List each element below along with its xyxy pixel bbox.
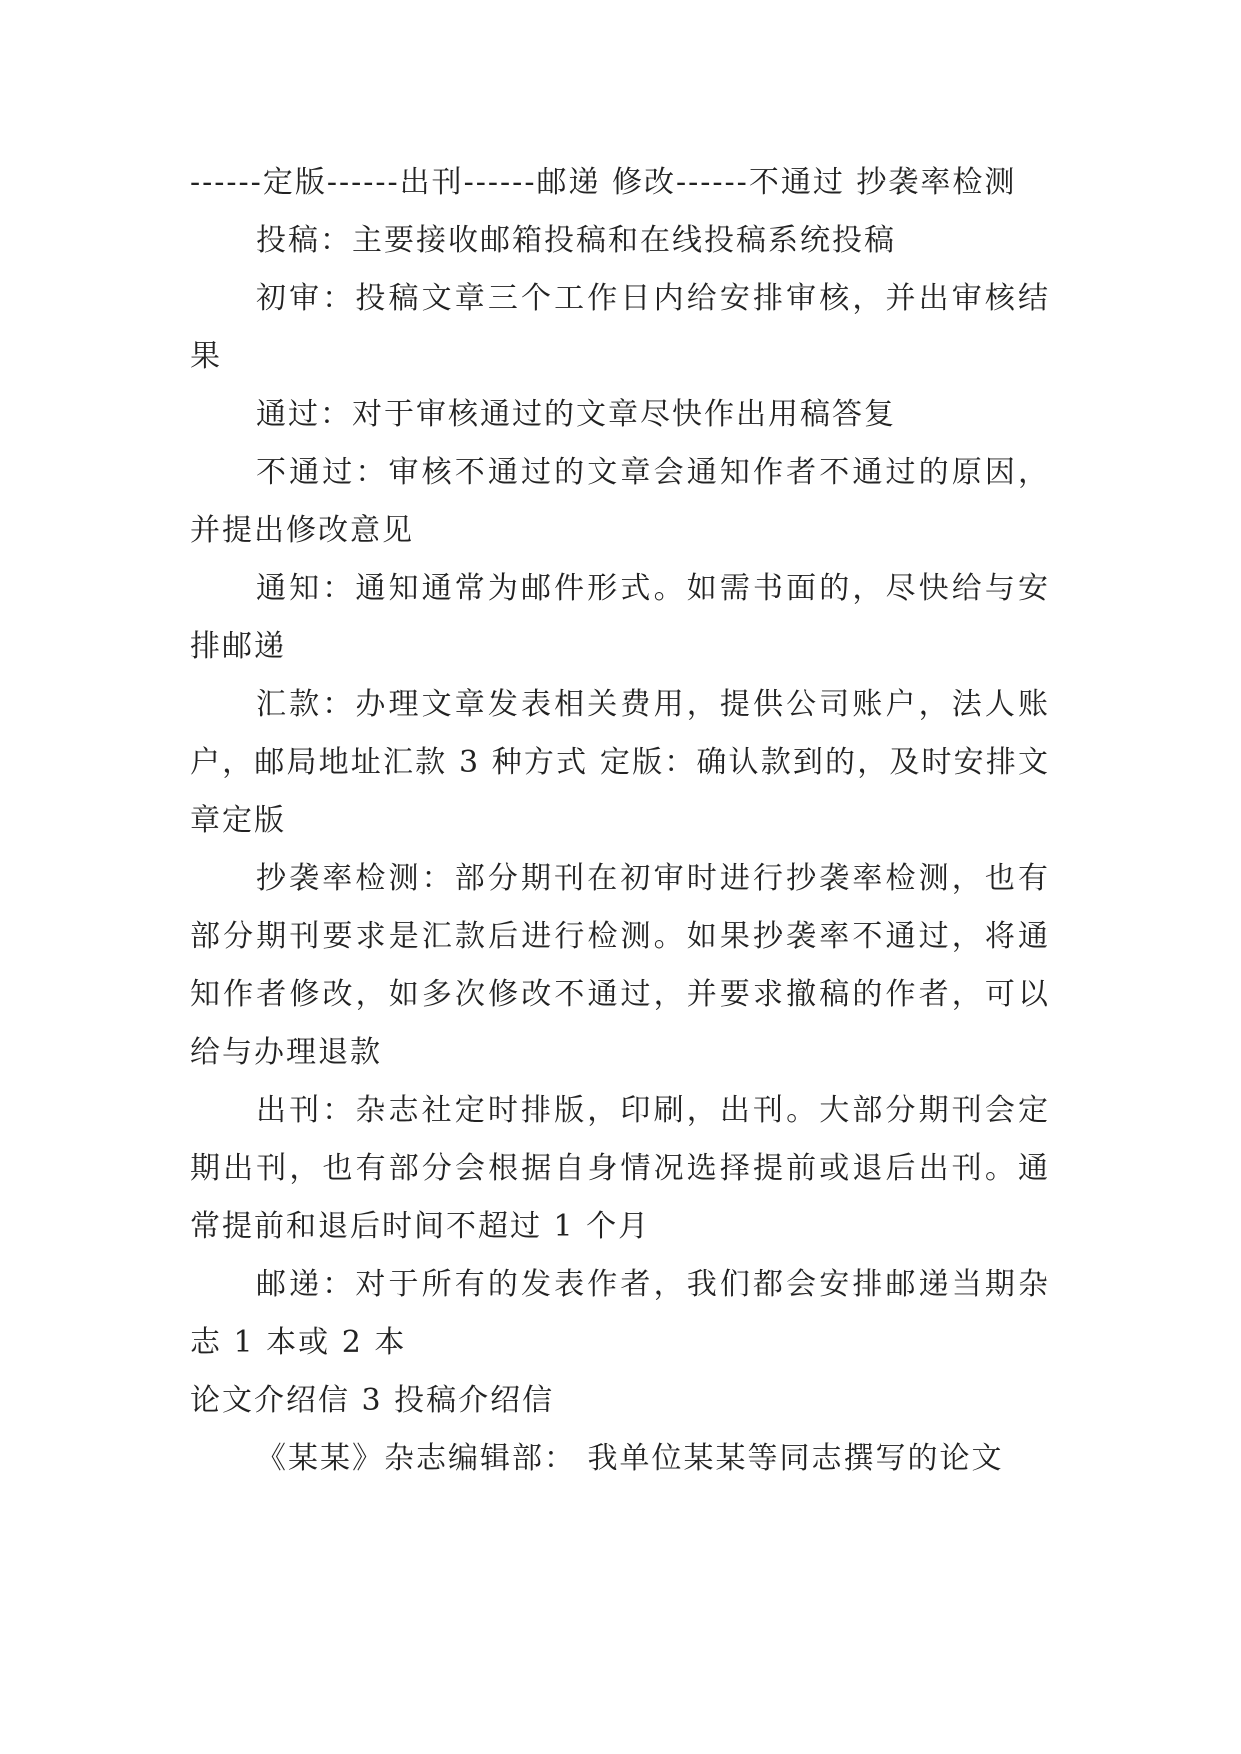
paragraph-process-flow: ------定版------出刊------邮递 修改------不通过 抄袭率检测 — [190, 165, 1017, 200]
paragraph-plagiarism-check: 抄袭率检测：部分期刊在初审时进行抄袭率检测，也有部分期刊要求是汇款后进行检测。如果抄袭率不通过，将通知作者修改，如多次修改不通过，并要求撤稿的作者，可以给与办理退款 — [190, 861, 1050, 1070]
paragraph-approved: 通过：对于审核通过的文章尽快作出用稿答复 — [256, 397, 896, 432]
paragraph-initial-review: 初审：投稿文章三个工作日内给安排审核，并出审核结果 — [190, 281, 1050, 374]
paragraph-payment: 汇款：办理文章发表相关费用，提供公司账户，法人账户，邮局地址汇款 3 种方式 定版：确认款到的，及时安排文章定版 — [190, 687, 1050, 838]
paragraph-rejected: 不通过：审核不通过的文章会通知作者不通过的原因，并提出修改意见 — [190, 455, 1050, 548]
document-body — [190, 154, 1050, 1488]
paragraph-letter-salutation: 《某某》杂志编辑部： 我单位某某等同志撰写的论文 — [256, 1441, 1004, 1476]
paragraph-publication: 出刊：杂志社定时排版，印刷，出刊。大部分期刊会定期出刊，也有部分会根据自身情况选择提前或退后出刊。通常提前和退后时间不超过 1 个月 — [190, 1093, 1050, 1244]
paragraph-submission: 投稿：主要接收邮箱投稿和在线投稿系统投稿 — [256, 223, 896, 258]
section-heading: 论文介绍信 3 投稿介绍信 — [190, 1383, 555, 1418]
paragraph-notification: 通知：通知通常为邮件形式。如需书面的，尽快给与安排邮递 — [190, 571, 1050, 664]
paragraph-mailing: 邮递：对于所有的发表作者，我们都会安排邮递当期杂志 1 本或 2 本 — [190, 1267, 1050, 1360]
